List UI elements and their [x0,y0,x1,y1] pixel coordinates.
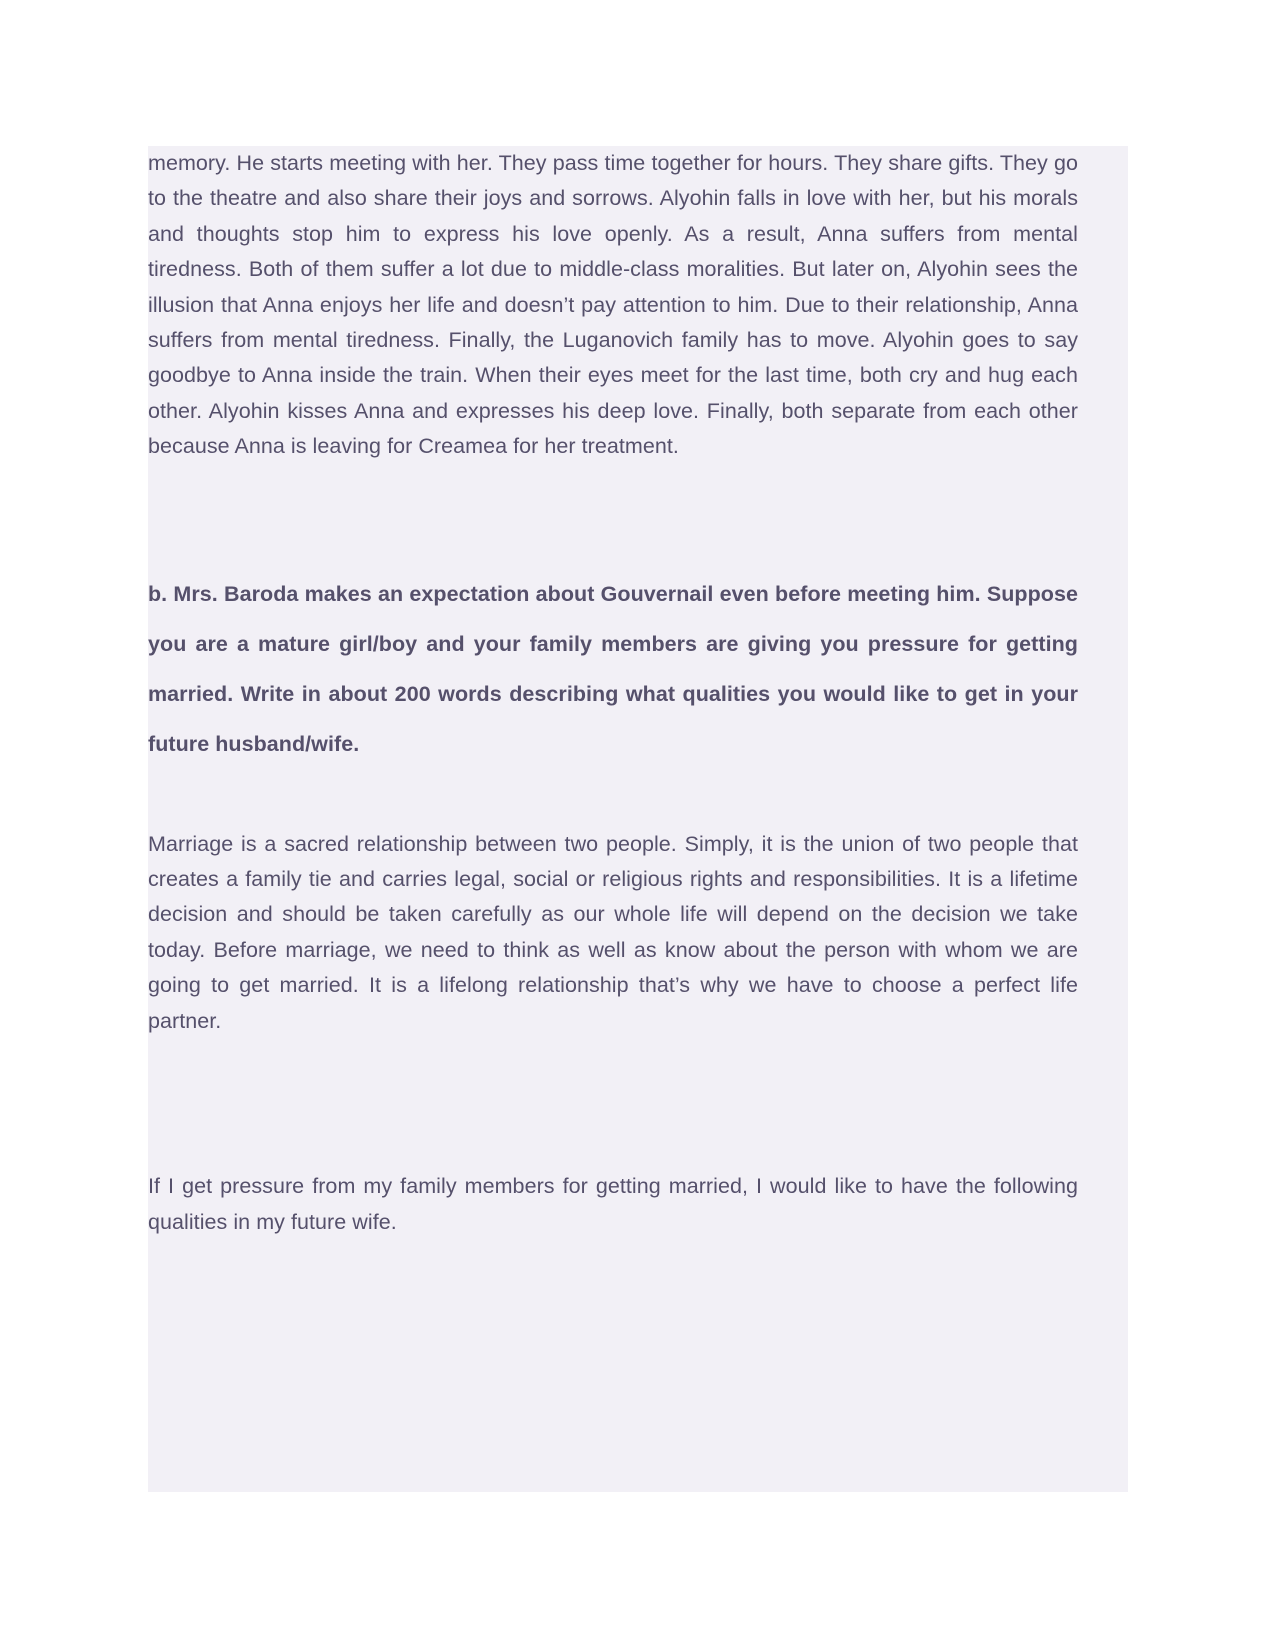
document-content-block [148,146,1128,1492]
document-text-body [148,146,1078,1240]
paragraph-marriage-definition: Marriage is a sacred relationship between two people. Simply, it is the union of two people that creates a family tie and carries legal, social or religious rights and responsibilities. It is a lifetime decision and should be taken carefully as our whole life will depend on the decision we take today. Before marriage, we need to think as well as know about the person with whom we are going to get married. It is a lifelong relationship that’s why we have to choose a perfect life partner. [148,831,1078,1033]
paragraph-gap-1 [148,465,1078,569]
paragraph-gap-3 [148,1039,1078,1169]
paragraph-gap-2 [148,769,1078,827]
paragraph-story-continuation: memory. He starts meeting with her. They pass time together for hours. They share gifts. They go to the theatre and also share their joys and sorrows. Alyohin falls in love with her, but his morals and thoughts stop him to express his love openly. As a result, Anna suffers from mental tiredness. Both of them suffer a lot due to middle-class moralities. But later on, Alyohin sees the illusion that Anna enjoys her life and doesn’t pay attention to him. Due to their relationship, Anna suffers from mental tiredness. Finally, the Luganovich family has to move. Alyohin goes to say goodbye to Anna inside the train. When their eyes meet for the last time, both cry and hug each other. Alyohin kisses Anna and expresses his deep love. Finally, both separate from each other because Anna is leaving for Creamea for her treatment. [148,151,1078,459]
question-b-heading: b. Mrs. Baroda makes an expectation about Gouvernail even before meeting him. Suppose you are a mature girl/boy and your family members are giving you pressure for getting married. Write in about 200 words describing what qualities you would like to get in your future husband/wife. [148,581,1078,756]
paragraph-family-pressure: If I get pressure from my family members for getting married, I would like to have the following qualities in my future wife. [148,1174,1078,1234]
